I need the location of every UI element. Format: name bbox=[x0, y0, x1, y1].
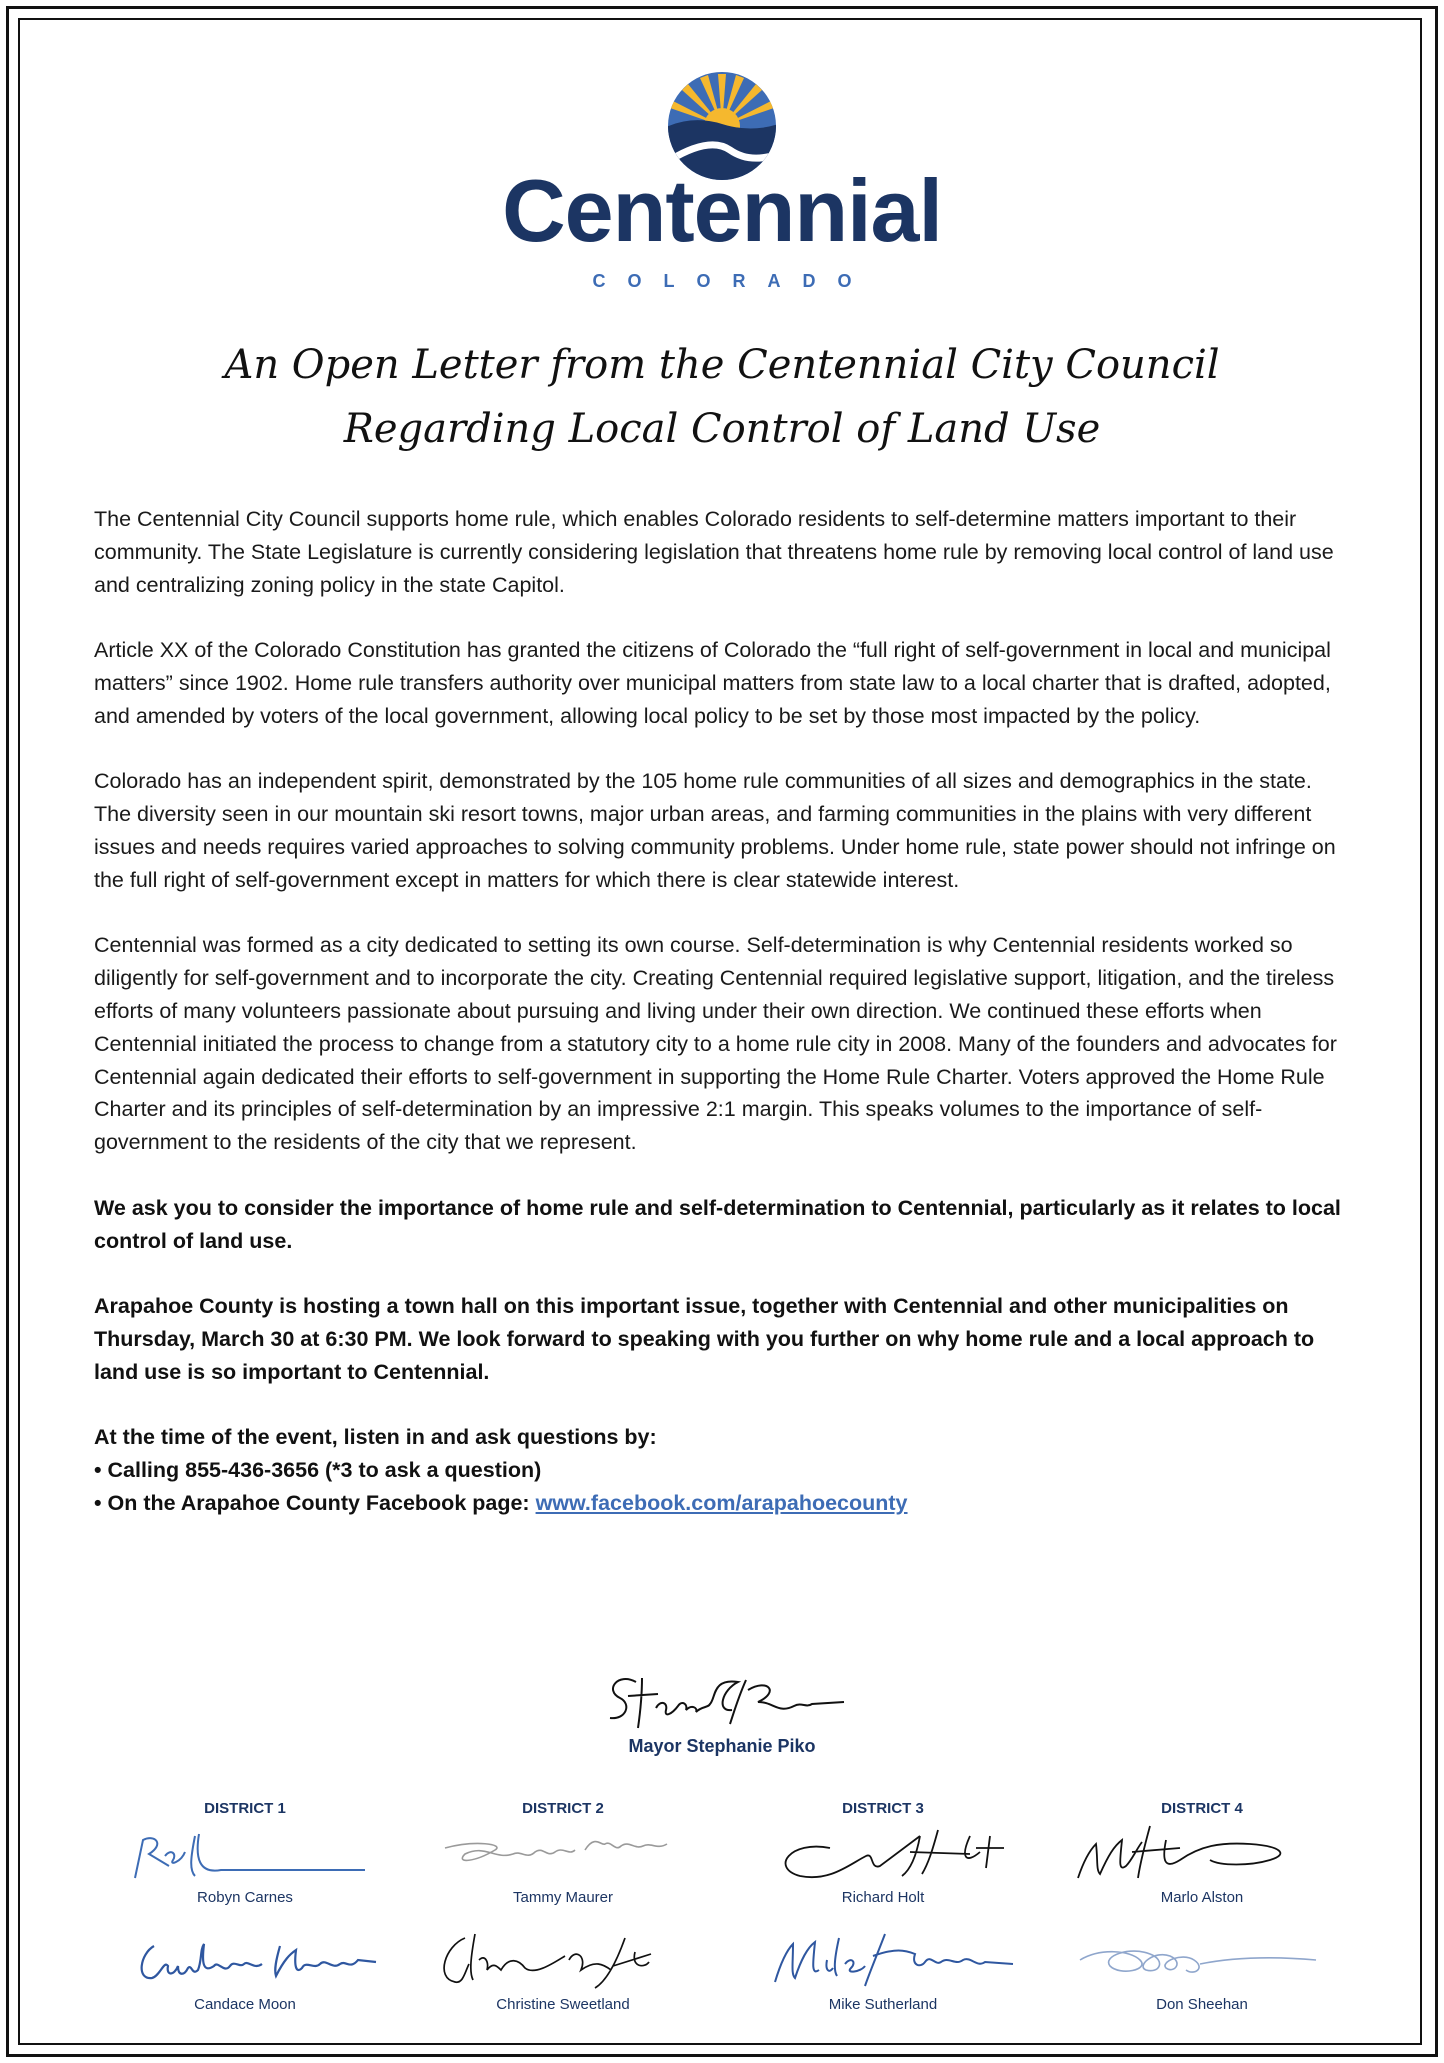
richard-holt-signature bbox=[786, 1830, 1004, 1877]
signer-robyn-carnes: Robyn Carnes bbox=[197, 1889, 293, 1906]
signer-christine-sweetland: Christine Sweetland bbox=[496, 1996, 630, 2013]
mayor-name: Mayor Stephanie Piko bbox=[628, 1736, 816, 1756]
body-paragraph: The Centennial City Council supports home rule, which enables Colorado residents to self-determine matters important to their community. The State Legislature is currently considering legislation that threatens home rule by removing local control of land use and centralizing zoning policy in the state Capitol. bbox=[94, 507, 1334, 597]
logo-subtitle: COLORADO bbox=[592, 271, 874, 291]
signer-don-sheehan: Don Sheehan bbox=[1156, 1996, 1248, 2013]
event-intro: At the time of the event, listen in and ask questions by: bbox=[94, 1425, 657, 1450]
signer-marlo-alston: Marlo Alston bbox=[1160, 1889, 1244, 1906]
body-paragraph: Centennial was formed as a city dedicated to setting its own course. Self-determination is why Centennial residents worked so diligently for self-government and to incorporate the city. Creating Centennial required legislative support, litigation, and the tireless efforts of many volunteers passionate about pursuing and living under their own direction. We continued these efforts when Centennial initiated the process to change from a statutory city to a home rule city in 2008. Many of the founders and advocates for Centennial again dedicated their efforts to self-government in supporting the Home Rule Charter. Voters approved the Home Rule Charter and its principles of self-determination by an impressive 2:1 margin. This speaks volumes to the importance of self-government to the residents of the city that we represent. bbox=[94, 933, 1337, 1155]
mike-sutherland-signature bbox=[765, 1926, 1015, 1996]
robyn-carnes-signature bbox=[125, 1826, 375, 1886]
don-sheehan-signature bbox=[1070, 1930, 1320, 1995]
request-paragraph: We ask you to consider the importance of home rule and self-determination to Centennial, particularly as it relates to local control of land use. bbox=[94, 1195, 1341, 1253]
facebook-link[interactable]: www.facebook.com/arapahoecounty bbox=[535, 1490, 908, 1515]
town-hall-paragraph: Arapahoe County is hosting a town hall on this important issue, together with Centennial and other municipalities on Thursday, March 30 at 6:30 PM. We look forward to speaking with you further on why home rule and a local approach to land use is so important to Centennial. bbox=[94, 1294, 1315, 1384]
title-line-1: An Open Letter from the Centennial City Council bbox=[224, 342, 1220, 388]
christine-sweetland-signature bbox=[435, 1926, 685, 1996]
signer-candace-moon: Candace Moon bbox=[194, 1996, 296, 2013]
body-paragraph: Article XX of the Colorado Constitution has granted the citizens of Colorado the “full right of self-government in local and municipal matters” since 1902. Home rule transfers authority over municipal matters from state law to a local charter that is drafted, adopted, and amended by voters of the local government, allowing local policy to be set by those most impacted by the policy. bbox=[94, 638, 1331, 728]
body-paragraph: Colorado has an independent spirit, demonstrated by the 105 home rule communities of all sizes and demographics in the state. The diversity seen in our mountain ski resort towns, major urban areas, and farming communities in the plains with very different issues and needs requires varied approaches to solving community problems. Under home rule, state power should not infringe on the full right of self-government except in matters for which there is clear statewide interest. bbox=[94, 769, 1336, 892]
event-facebook-item bbox=[94, 1487, 1354, 1520]
letter-body bbox=[94, 503, 1354, 1520]
mayor-signature bbox=[598, 1668, 848, 1738]
signer-richard-holt: Richard Holt bbox=[841, 1889, 925, 1906]
district-3-heading: DISTRICT 3 bbox=[842, 1800, 924, 1817]
facebook-prefix: • On the Arapahoe County Facebook page: bbox=[94, 1490, 536, 1515]
title-line-2: Regarding Local Control of Land Use bbox=[343, 406, 1101, 452]
tammy-maurer-signature bbox=[435, 1826, 685, 1886]
district-1-heading: DISTRICT 1 bbox=[204, 1800, 286, 1817]
marlo-alston-signature bbox=[1070, 1820, 1320, 1890]
district-2-heading: DISTRICT 2 bbox=[522, 1800, 604, 1817]
event-phone-item: • Calling 855-436-3656 (*3 to ask a question) bbox=[94, 1458, 542, 1483]
signer-mike-sutherland: Mike Sutherland bbox=[828, 1996, 938, 2013]
logo-wordmark: Centennial bbox=[502, 161, 942, 260]
letter-title bbox=[0, 333, 1444, 461]
signer-tammy-maurer: Tammy Maurer bbox=[512, 1889, 613, 1906]
district-4-heading: DISTRICT 4 bbox=[1161, 1800, 1243, 1817]
candace-moon-signature bbox=[130, 1930, 380, 1995]
